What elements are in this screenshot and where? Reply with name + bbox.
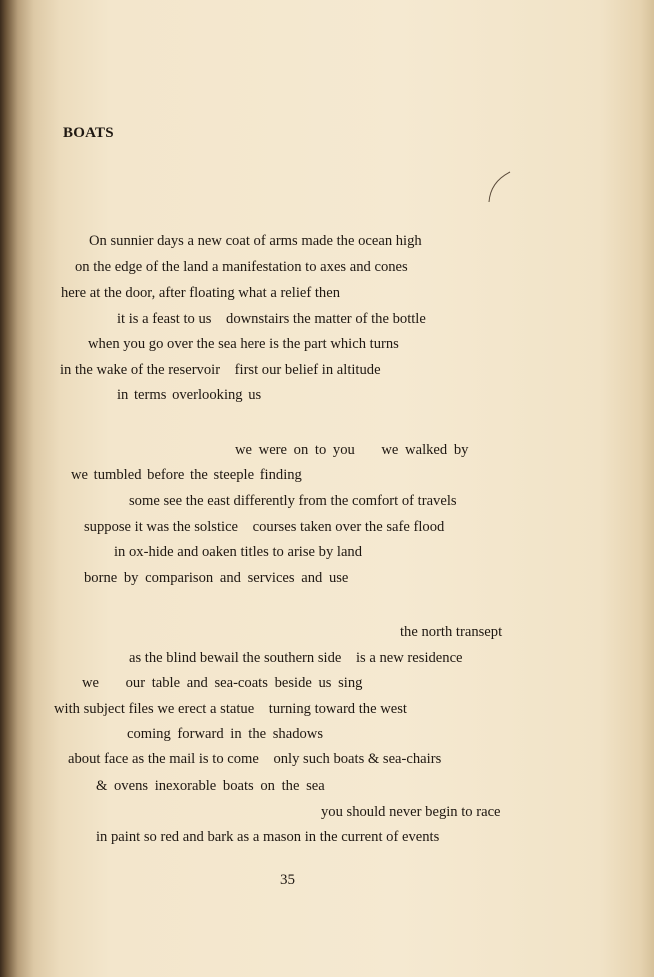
- pencil-mark-icon: [484, 170, 514, 206]
- poem-line: you should never begin to race: [321, 804, 501, 820]
- poem-line: we tumbled before the steeple finding: [71, 467, 302, 483]
- poem-line: with subject files we erect a statue turning toward the west: [54, 701, 407, 717]
- poem-line: borne by comparison and services and use: [84, 570, 349, 586]
- poem-line: we were on to you we walked by: [235, 442, 469, 458]
- poem-line: in the wake of the reservoir first our belief in altitude: [60, 362, 381, 378]
- poem-line: when you go over the sea here is the part which turns: [88, 336, 399, 352]
- poem-line: we our table and sea-coats beside us sing: [82, 675, 363, 691]
- poem-line: about face as the mail is to come only such boats & sea-chairs: [68, 751, 442, 767]
- poem-line: the north transept: [400, 624, 503, 640]
- poem-line: On sunnier days a new coat of arms made the ocean high: [89, 233, 422, 249]
- poem-line: suppose it was the solstice courses taken over the safe flood: [84, 519, 445, 535]
- poem-line: as the blind bewail the southern side is a new residence: [129, 650, 463, 666]
- poem-line: in paint so red and bark as a mason in the current of events: [96, 829, 440, 845]
- poem-line: it is a feast to us downstairs the matter of the bottle: [117, 311, 426, 327]
- poem-line: in ox-hide and oaken titles to arise by land: [114, 544, 363, 560]
- poem-line: & ovens inexorable boats on the sea: [96, 778, 325, 794]
- poem-line: on the edge of the land a manifestation to axes and cones: [75, 259, 408, 275]
- poem-title: BOATS: [63, 125, 114, 141]
- poem-line: here at the door, after floating what a relief then: [61, 285, 340, 301]
- poem-line: coming forward in the shadows: [127, 726, 324, 742]
- poem-line: some see the east differently from the comfort of travels: [129, 493, 457, 509]
- poem-line: in terms overlooking us: [117, 387, 262, 403]
- page-number: 35: [280, 872, 295, 888]
